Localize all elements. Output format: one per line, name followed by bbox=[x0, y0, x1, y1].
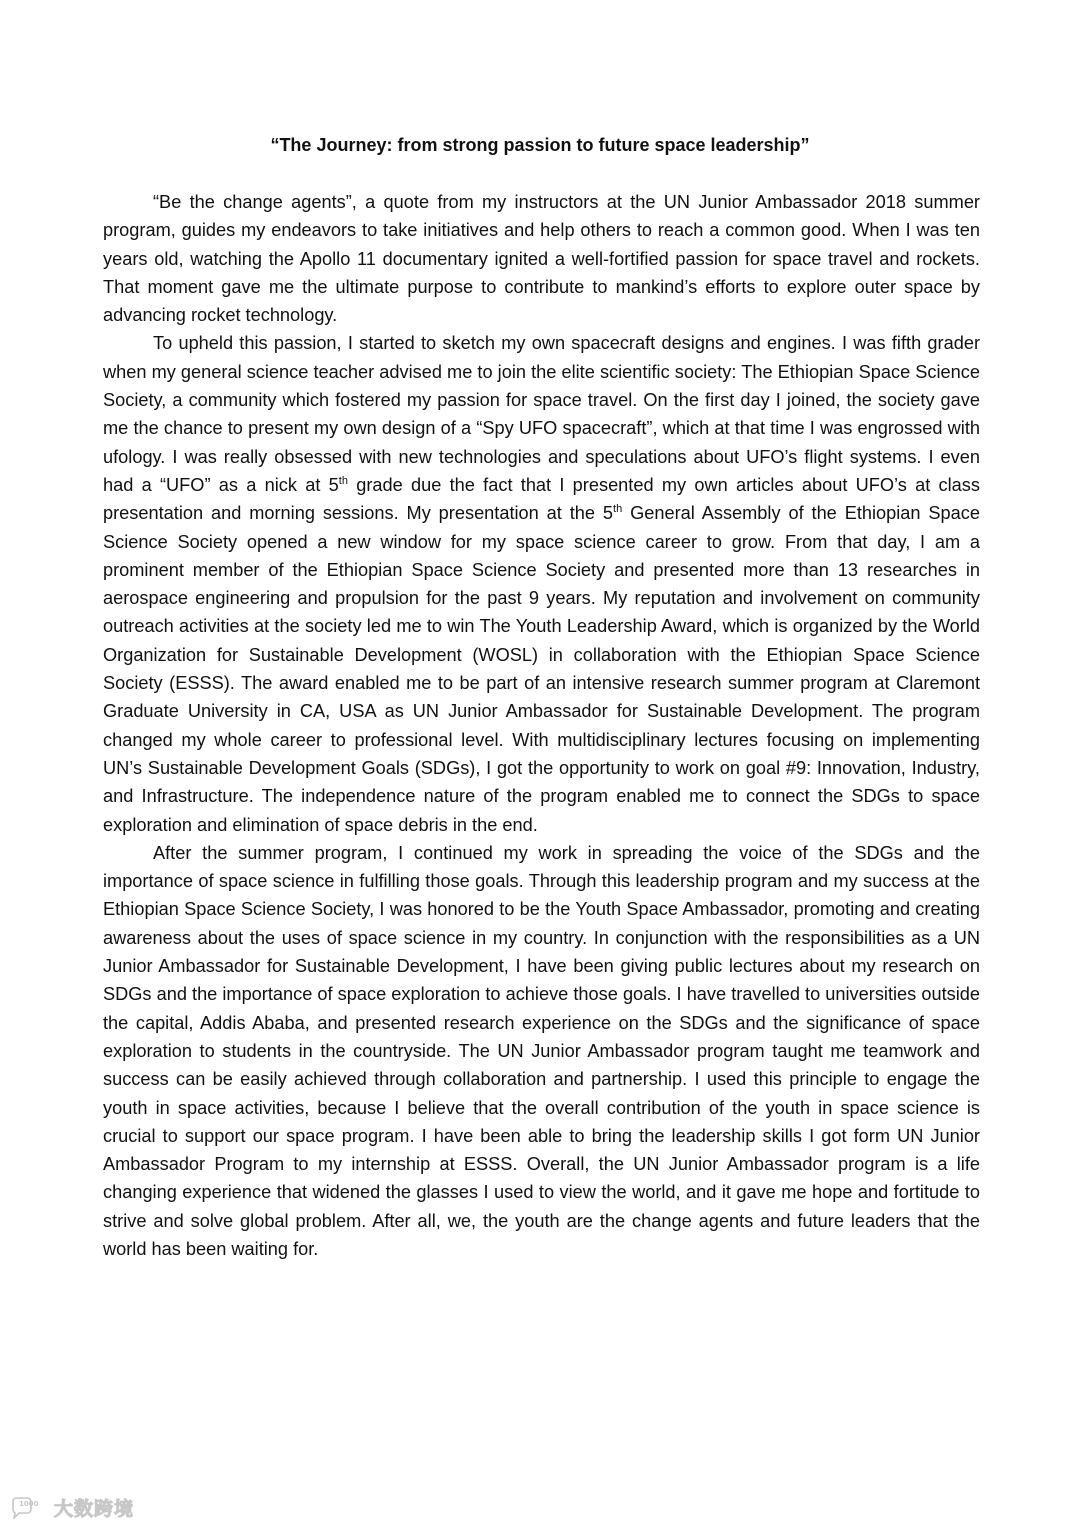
watermark-logo-text: 1000 bbox=[19, 1499, 39, 1508]
ordinal-suffix: th bbox=[338, 474, 348, 487]
ordinal-suffix: th bbox=[613, 503, 623, 516]
paragraph-intro: “Be the change agents”, a quote from my instructors at the UN Junior Ambassador 2018 summer program, guides my endeavors to take initiatives and help others to reach a common good. When I was ten years old, watching the Apollo 11 documentary ignited a well-fortified passion for space travel and rockets. That moment gave me the ultimate purpose to contribute to mankind’s efforts to explore outer space by advancing rocket technology. bbox=[103, 192, 980, 326]
chat-bubble-logo-icon bbox=[10, 1497, 50, 1519]
paragraph-passion-part-1: To upheld this passion, I started to sketch my own spacecraft designs and engines. I was fifth grader when my general science teacher advised me to join the elite scientific society: The Ethiopian Space Science Society, a community which fostered my passion for space travel. On the first day I joined, the society gave me the chance to present my own design of a “Spy UFO spacecraft”, which at that time I was engrossed with ufology. I was really obsessed with new technologies and speculations about UFO’s flight systems. I even had a “UFO” as a nick at 5 bbox=[103, 333, 980, 495]
paragraph-passion-part-3: General Assembly of the Ethiopian Space Science Society opened a new window for my space science career to grow. From that day, I am a prominent member of the Ethiopian Space Science Society and presented more than 13 researches in aerospace engineering and propulsion for the past 9 years. My reputation and involvement on community outreach activities at the society led me to win The Youth Leadership Award, which is organized by the World Organization for Sustainable Development (WOSL) in collaboration with the Ethiopian Space Science Society (ESSS). The award enabled me to be part of an intensive research summer program at Claremont Graduate University in CA, USA as UN Junior Ambassador for Sustainable Development. The program changed my whole career to professional level. With multidisciplinary lectures focusing on implementing UN’s Sustainable Development Goals (SDGs), I got the opportunity to work on goal #9: Innovation, Industry, and Infrastructure. The independence nature of the program enabled me to connect the SDGs to space exploration and elimination of space debris in the end. bbox=[103, 503, 980, 835]
paragraph-passion bbox=[103, 329, 980, 838]
document-body bbox=[103, 188, 980, 1263]
paragraph-after-program: After the summer program, I continued my work in spreading the voice of the SDGs and the importance of space science in fulfilling those goals. Through this leadership program and my success at the Ethiopian Space Science Society, I was honored to be the Youth Space Ambassador, promoting and creating awareness about the uses of space science in my country. In conjunction with the responsibilities as a UN Junior Ambassador for Sustainable Development, I have been giving public lectures about my research on SDGs and the importance of space exploration to achieve those goals. I have travelled to universities outside the capital, Addis Ababa, and presented research experience on the SDGs and the significance of space exploration to students in the countryside. The UN Junior Ambassador program taught me teamwork and success can be easily achieved through collaboration and partnership. I used this principle to engage the youth in space activities, because I believe that the overall contribution of the youth in space science is crucial to support our space program. I have been able to bring the leadership skills I got form UN Junior Ambassador Program to my internship at ESSS. Overall, the UN Junior Ambassador program is a life changing experience that widened the glasses I used to view the world, and it gave me hope and fortitude to strive and solve global problem. After all, we, the youth are the change agents and future leaders that the world has been waiting for. bbox=[103, 842, 980, 1259]
document-title: “The Journey: from strong passion to future space leadership” bbox=[270, 135, 810, 155]
watermark bbox=[10, 1494, 134, 1521]
paragraph-passion-part-2: grade due the fact that I presented my own articles about UFO’s at class presentation and morning sessions. My presentation at the 5 bbox=[103, 474, 980, 524]
watermark-text: 大数跨境 bbox=[54, 1498, 135, 1520]
